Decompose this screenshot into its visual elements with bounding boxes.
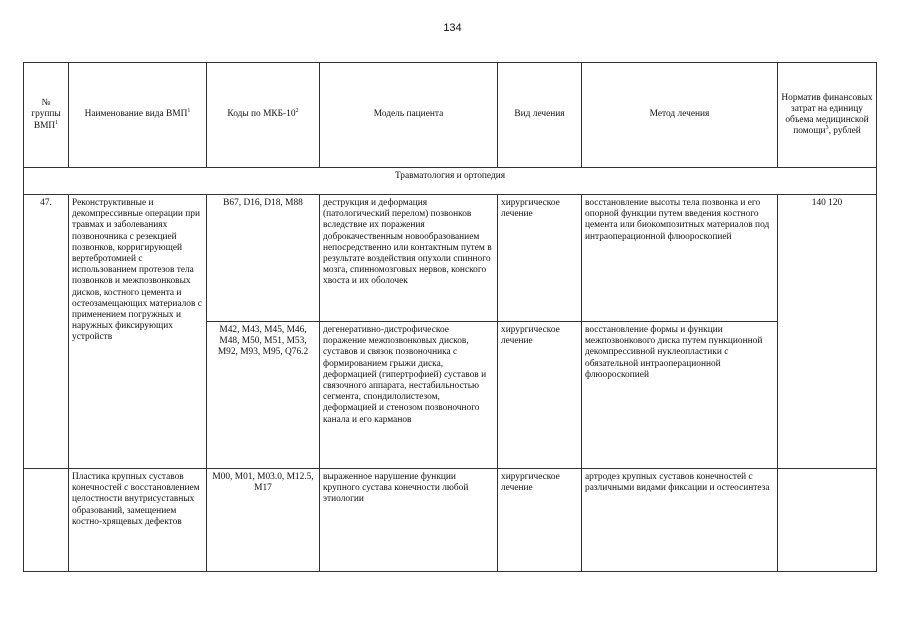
cell-model: деструкция и деформация (патологический перелом) позвонков вследствие их поражения доброкачественным новообразованием непосредственно или контактным путем в результате воздействия опухоли спинного мозга, спинномозговых нервов, конского хвоста и их оболочек (320, 195, 498, 322)
cell-method: артродез крупных суставов конечностей с различными видами фиксации и остеосинтеза (582, 469, 778, 572)
page-number: 134 (443, 22, 462, 34)
cell-name: Пластика крупных суставов конечностей с восстановлением целостности внутрисуставных образований, замещением костно-хрящевых дефектов (69, 469, 207, 572)
table-header-row (24, 63, 877, 168)
cell-method: восстановление формы и функции межпозвонкового диска путем пункционной декомпрессивной нуклеопластики с обязательной интраоперационной флюороскопией (582, 322, 778, 469)
cell-name: Реконструктивные и декомпрессивные операции при травмах и заболеваниях позвоночника с резекцией позвонков, корригирующей вертебротомией с использованием протезов тела позвонков и межпозвонковых дисков, костного цемента и остеозамещающих материалов с применением погружных и наружных фиксирующих устройств (69, 195, 207, 469)
cell-group (24, 469, 69, 572)
header-patient-model: Модель пациента (320, 63, 498, 168)
header-financial-norm: Норматив финансовых затрат на единицу объема медицинской помощи$^3$, рублей (778, 63, 877, 168)
cell-method: восстановление высоты тела позвонка и его опорной функции путем введения костного цемента или биокомпозитных материалов под интраоперационной флюороскопией (582, 195, 778, 322)
cell-type: хирургическое лечение (498, 322, 582, 469)
header-group-number: № группы ВМП$^1$ (24, 63, 69, 168)
header-vmp-name: Наименование вида ВМП$^1$ (69, 63, 207, 168)
cell-codes: M42, M43, M45, M46, M48, M50, M51, M53, M92, M93, M95, Q76.2 (207, 322, 320, 469)
header-treatment-method: Метод лечения (582, 63, 778, 168)
section-title: Травматология и ортопедия (24, 168, 877, 195)
section-row (24, 168, 877, 195)
cell-codes: B67, D16, D18, M88 (207, 195, 320, 322)
header-icd-codes: Коды по МКБ-$10^2$ (207, 63, 320, 168)
cell-norm (778, 469, 877, 572)
cell-model: выраженное нарушение функции крупного сустава конечности любой этиологии (320, 469, 498, 572)
table-row (24, 195, 877, 322)
cell-codes: M00, M01, M03.0, M12.5, M17 (207, 469, 320, 572)
table-row (24, 469, 877, 572)
cell-type: хирургическое лечение (498, 469, 582, 572)
cell-type: хирургическое лечение (498, 195, 582, 322)
cell-norm: 140 120 (778, 195, 877, 469)
cell-model: дегенеративно-дистрофическое поражение межпозвонковых дисков, суставов и связок позвоночника с формированием грыжи диска, деформацией (гипертрофией) суставов и связочного аппарата, нестабильностью сегмента, спондилолистезом, деформацией и стенозом позвоночного канала и его карманов (320, 322, 498, 469)
cell-group: 47. (24, 195, 69, 469)
header-treatment-type: Вид лечения (498, 63, 582, 168)
vmp-table (23, 62, 877, 572)
